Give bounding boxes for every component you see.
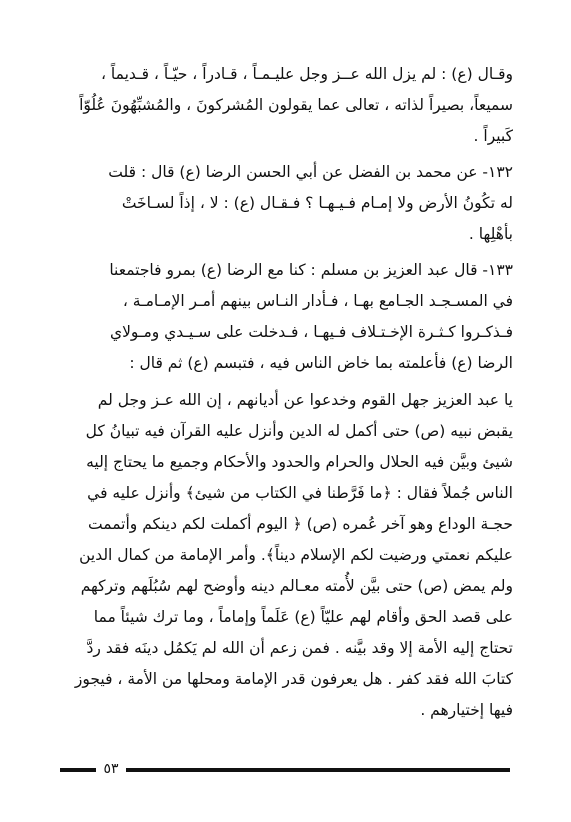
hadith-132-first-line: ١٣٢- عن محمد بن الفضل عن أبي الحسن الرضا (ع) قال : قلت [108, 163, 513, 181]
text-line: على قصد الحق وأقام لهم عليّاً (ع) عَلَماً وإماماً ، وما ترك شيئاً مما [93, 608, 513, 626]
text-line: يا عبد العزيز جهل القوم وخدعوا عن أديانهم ، إن الله عـز وجل لم [97, 391, 513, 409]
text-line: فيها إختيارهم . [420, 701, 513, 719]
footer-rule [126, 768, 510, 772]
text-line: يقبض نبيه (ص) حتى أكمل له الدين وأنزل عليه القرآن فيه تبيانُ كل [85, 422, 513, 440]
footer-rule-end [60, 768, 96, 772]
text-line: في المسـجـد الجـامع بهـا ، فـأدار النـاس بينهم أمـر الإمـامـة ، [122, 292, 513, 310]
quran-quote-line: الناس جُملاً فقال : ﴿ما فَرَّطنا في الكتاب من شيئ﴾ وأنزل عليه في [87, 484, 513, 502]
text-line: بأهْلِها . [468, 225, 513, 243]
text-line: له تكُونُ الأرض ولا إمـام فـيـهـا ؟ فـقـال (ع) : لا ، إذاً لسـاخَتْ [121, 194, 513, 212]
text-line: الرضا (ع) فأعلمته بما خاض الناس فيه ، فتبسم (ع) ثم قال : [129, 354, 513, 372]
quran-quote-line: عليكم نعمتي ورضيت لكم الإسلام ديناً﴾. وأمر الإمامة من كمال الدين [79, 546, 513, 564]
hadith-133-first-line: ١٣٣- قال عبد العزيز بن مسلم : كنا مع الرضا (ع) بمرو فاجتمعنا [109, 261, 513, 279]
text-line: تحتاج إليه الأمة إلا وقد بيَّنه . فمن زعم أن الله لم يَكمُل دينَه فقد ردَّ [86, 639, 513, 657]
text-line: شيئ وبيَّن فيه الحلال والحرام والحدود والأحكام وجميع ما يحتاج إليه [86, 453, 513, 471]
text-line: سميعاً، بصيراً لذاته ، تعالى عما يقولون المُشركونَ ، والمُشبِّهُونَ عُلُوّاً [79, 96, 513, 114]
text-line: كَبيراً . [473, 127, 513, 145]
text-line: كتابَ الله فقد كفر . هل يعرفون قدر الإمامة ومحلها من الأمة ، فيجوز [74, 670, 513, 688]
text-line: ولم يمض (ص) حتى بيَّن لأُمته معـالم دينه وأوضح لهم سُبُلَهم وتركهم [80, 577, 513, 595]
page-number: ٥٣ [103, 761, 119, 777]
text-line: وقـال (ع) : لم يزل الله عــز وجل عليـمـاً ، قـادراً ، حيّـاً ، قـديماً ، [100, 65, 513, 83]
quran-quote-line: حجـة الوداع وهو آخر عُمره (ص) ﴿ اليوم أكملت لكم دينكم وأتممت [88, 515, 513, 533]
text-line: فـذكـروا كـثـرة الإخـتـلاف فـيهـا ، فـدخلت على سـيـدي ومـولاي [109, 323, 513, 341]
